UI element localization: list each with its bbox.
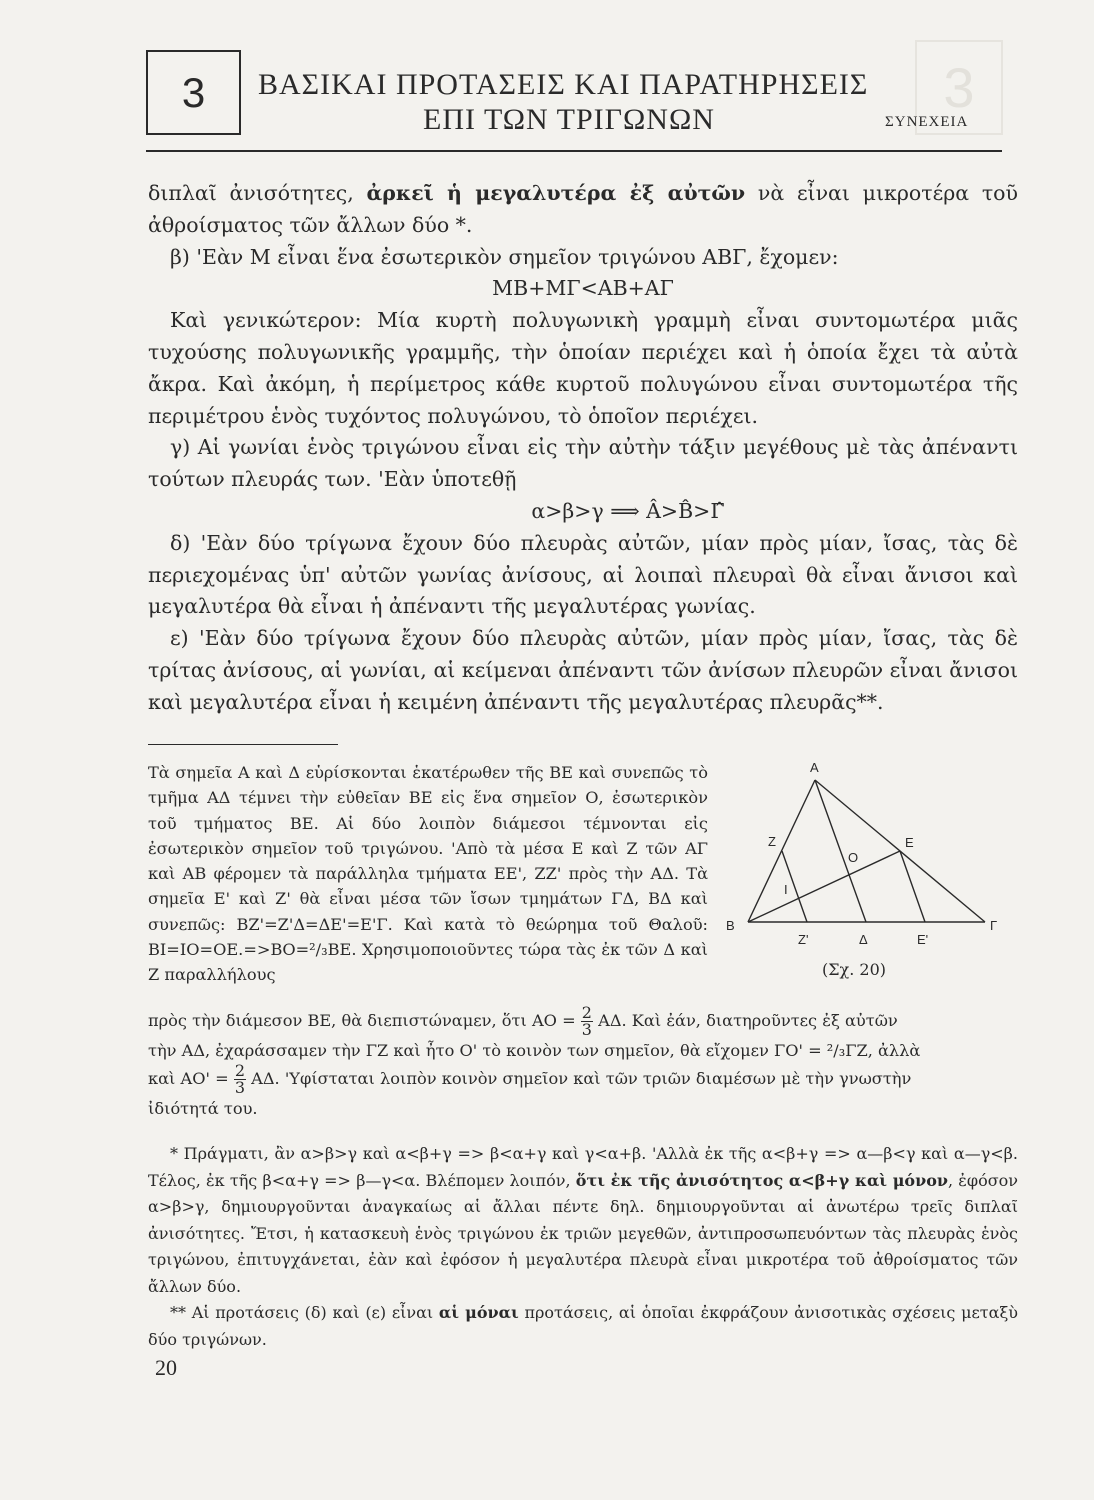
footnotes	[148, 1141, 1018, 1353]
proof-line-2: τὴν ΑΔ, ἐχαράσσαμεν τὴν ΓΖ καὶ ἦτο Ο' τὸ κοινὸν των σημεῖον, θὰ εἴχομεν ΓΟ' = ²/₃ΓΖ, ἀλλὰ	[148, 1041, 921, 1060]
footnote-1	[148, 1141, 1018, 1300]
proof-separator	[148, 744, 338, 745]
proof-line-1b: ΑΔ. Καὶ ἐάν, διατηροῦντες ἐξ αὐτῶν	[598, 1011, 898, 1030]
proof-text	[148, 760, 708, 988]
footnote-2a: ** Αἱ προτάσεις (δ) καὶ (ε) εἶναι	[170, 1303, 439, 1322]
fraction-two-thirds-2	[234, 1063, 246, 1096]
formula-median: ΜΒ+ΜΓ<ΑΒ+ΑΓ	[492, 276, 674, 301]
proof-paragraph: Τὰ σημεῖα Α καὶ Δ εὑρίσκονται ἑκατέρωθεν τῆς ΒΕ καὶ συνεπῶς τὸ τμῆμα ΑΔ τέμνει τὴν εὐθεῖαν ΒΕ εἰς ἕνα σημεῖον Ο, ἐσωτερικὸν τοῦ τμήματος ΒΕ. Αἱ δύο λοιπὸν διάμεσοι τέμνονται εἰς ἐσωτερικὸν σημεῖον τοῦ τριγώνου. 'Απὸ τὰ μέσα Ε καὶ Ζ τῶν ΑΓ καὶ ΑΒ φέρομεν τὰ παράλληλα τμήματα ΕΕ', ΖΖ' πρὸς τὴν ΑΔ. Τὰ σημεῖα Ε' καὶ Ζ' θὰ εἶναι μέσα τῶν ἴσων τμημάτων ΓΔ, ΒΔ καὶ συνεπῶς: ΒΖ'=Ζ'Δ=ΔΕ'=Ε'Γ. Καὶ κατὰ τὸ θεώρημα τοῦ Θαλοῦ: ΒΙ=ΙΟ=ΟΕ.=>ΒΟ=²/₃ΒΕ. Χρησιμοποιοῦντες τώρα τὰς ἐκ τῶν Δ καὶ Ζ παραλλήλους	[148, 763, 708, 985]
fraction-denominator: 3	[581, 1020, 592, 1039]
fraction-two-thirds	[581, 1005, 593, 1038]
p1-end: νὰ εἶναι μικροτέρα τοῦ ἀθροίσματος τῶν ἄλλων δύο *.	[148, 181, 1018, 237]
p1-bold: ἀρκεῖ ἡ μεγαλυτέρα ἐξ αὐτῶν	[366, 181, 746, 205]
side-ab	[748, 780, 815, 922]
p1-start: διπλαῖ ἀνισότητες,	[148, 181, 367, 205]
footnote-1b: , ἐφόσον α>β>γ, δημιουργοῦνται ἀναγκαίως αἱ ἄλλαι πέντε δηλ. δημιουργοῦνται αἱ ἀνωτέρω τρεῖς διπλαῖ ἀνισότητες. Ἔτσι, ἡ κατασκευὴ ἑνὸς τριγώνου ἐκ τριῶν μεγεθῶν, ἀντιπροσωπευόντων τὰς πλευρὰς ἑνὸς τριγώνου, ἐπιτυγχάνεται, ἐὰν καὶ ἐφόσον ἡ μεγαλυτέρα πλευρὰ εἶναι μικροτέρα τοῦ ἀθροίσματος τῶν ἄλλων δύο.	[148, 1170, 1019, 1296]
fraction-denominator-2: 3	[234, 1078, 246, 1098]
paragraph-epsilon: ε) 'Εὰν δύο τρίγωνα ἔχουν δύο πλευρὰς αὐτῶν, μίαν πρὸς μίαν, ἴσας, τὰς δὲ τρίτας ἀνίσους, αἱ γωνίαι, αἱ κείμεναι ἀπέναντι τῶν ἀνίσων πλευρῶν εἶναι ἄνισοι καὶ μεγαλυτέρα εἶναι ἡ κειμένη ἀπέναντι τῆς μεγαλυτέρας πλευρᾶς**.	[148, 626, 1018, 714]
label-e-prime: Ε'	[917, 932, 929, 947]
continuation-label: ΣΥΝΕΧΕΙΑ	[885, 114, 969, 130]
fraction-numerator: 2	[581, 1003, 592, 1022]
main-body	[148, 178, 1018, 719]
header-rule	[146, 150, 1002, 152]
label-b: Β	[726, 918, 735, 933]
label-o: Ο	[848, 850, 859, 865]
footnote-2	[148, 1300, 1018, 1353]
label-e: Ε	[905, 835, 914, 850]
label-d: Δ	[859, 932, 868, 947]
figure-caption: (Σχ. 20)	[822, 960, 887, 979]
footnote-1a: * Πράγματι, ἂν α>β>γ καὶ α<β+γ => β<α+γ καὶ γ<α+β. 'Αλλὰ ἐκ τῆς α<β+γ => α—β<γ καὶ α—γ<β. Τέλος, ἐκ τῆς β<α+γ => β—γ<α. Βλέπομεν λοιπόν,	[148, 1144, 1018, 1190]
median-be	[748, 851, 900, 922]
proof-continuation	[148, 1005, 1018, 1122]
label-z-prime: Ζ'	[798, 932, 809, 947]
page-number: 20	[155, 1355, 177, 1380]
proof-line-4: ἰδιότητά του.	[148, 1099, 258, 1119]
label-i: Ι	[784, 882, 788, 897]
footnote-1-bold: ὅτι ἐκ τῆς ἀνισότητος α<β+γ καὶ μόνον	[575, 1170, 948, 1190]
formula-angles: α>β>γ ⟹ Â>B̂>Γ̂	[531, 498, 725, 523]
footnote-2b: προτάσεις, αἱ ὁποῖαι ἐκφράζουν ἀνισοτικὰς σχέσεις μεταξὺ δύο τριγώνων.	[148, 1303, 1018, 1349]
fraction-numerator-2: 2	[234, 1061, 246, 1081]
proof-line-3b: ΑΔ. 'Υφίσταται λοιπὸν κοινὸν σημεῖον καὶ τῶν τριῶν διαμέσων μὲ τὴν γνωστὴν	[251, 1069, 912, 1089]
chapter-number: 3	[181, 68, 206, 116]
chapter-number-box	[146, 50, 241, 135]
chapter-title-line2: ΕΠΙ ΤΩΝ ΤΡΙΓΩΝΩΝ	[423, 103, 715, 136]
proof-line-3	[148, 1063, 1018, 1096]
proof-line-1	[148, 1005, 1018, 1038]
bleed-through-chapter-box: 3	[915, 40, 1003, 135]
proof-line-1a: πρὸς τὴν διάμεσον ΒΕ, θὰ διεπιστώναμεν, ὅτι ΑΟ =	[148, 1011, 576, 1030]
footnote-2-bold: αἱ μόναι	[438, 1303, 519, 1322]
paragraph-1	[148, 178, 1018, 242]
label-a: Α	[810, 760, 819, 775]
label-g: Γ	[990, 918, 998, 933]
chapter-title-line1: ΒΑΣΙΚΑΙ ΠΡΟΤΑΣΕΙΣ ΚΑΙ ΠΑΡΑΤΗΡΗΣΕΙΣ	[258, 68, 869, 101]
paragraph-general: Καὶ γενικώτερον: Μία κυρτὴ πολυγωνικὴ γραμμὴ εἶναι συντομωτέρα μιᾶς τυχούσης πολυγωνικῆς γραμμῆς, τὴν ὁποίαν περιέχει καὶ ἡ ὁποία ἔχει τὰ αὐτὰ ἄκρα. Καὶ ἀκόμη, ἡ περίμετρος κάθε κυρτοῦ πολυγώνου εἶναι συντομωτέρα τῆς περιμέτρου ἑνὸς τυχόντος πολυγώνου, τὸ ὁποῖον περιέχει.	[148, 308, 1018, 428]
paragraph-beta: β) 'Εὰν Μ εἶναι ἕνα ἐσωτερικὸν σημεῖον τριγώνου ΑΒΓ, ἔχομεν:	[170, 244, 839, 269]
paragraph-delta: δ) 'Εὰν δύο τρίγωνα ἔχουν δύο πλευρὰς αὐτῶν, μίαν πρὸς μίαν, ἴσας, τὰς δὲ περιεχομένας ὑπ' αὐτῶν γωνίας ἀνίσους, αἱ λοιπαὶ πλευραὶ θὰ εἶναι ἄνισοι καὶ μεγαλυτέρα θὰ εἶναι ἡ ἀπέναντι τῆς μεγαλυτέρας γωνίας.	[148, 530, 1018, 619]
paragraph-gamma: γ) Αἱ γωνίαι ἑνὸς τριγώνου εἶναι εἰς τὴν αὐτὴν τάξιν μεγέθους μὲ τὰς ἀπέναντι τούτων πλευράς των. 'Εὰν ὑποτεθῇ	[148, 435, 1018, 492]
proof-line-3a: καὶ ΑΟ' =	[148, 1069, 229, 1089]
label-z: Ζ	[768, 834, 776, 849]
triangle-figure	[720, 750, 1010, 990]
